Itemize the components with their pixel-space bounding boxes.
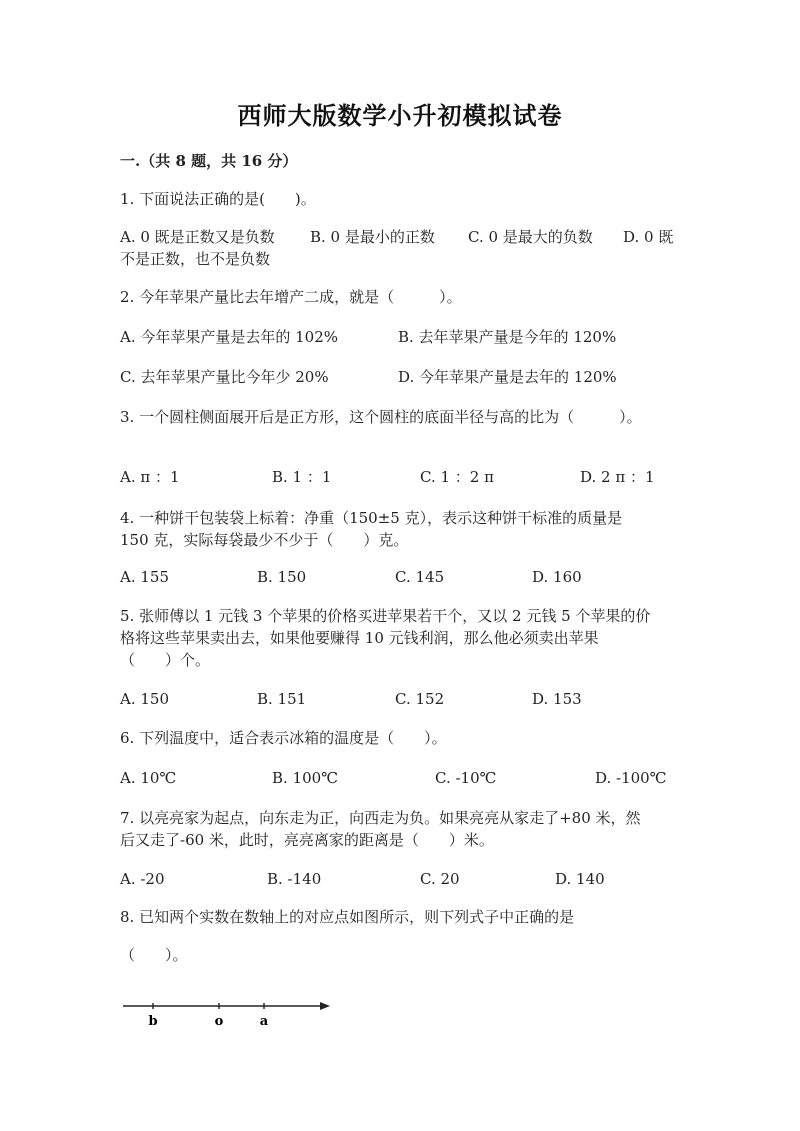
question-2-option-d: D. 今年苹果产量是去年的 120% bbox=[398, 368, 617, 386]
question-2-text: 2. 今年苹果产量比去年增产二成，就是（ ）。 bbox=[120, 288, 462, 306]
question-6-option-a: A. 10℃ bbox=[120, 769, 177, 787]
question-3-option-a: A. π ：1 bbox=[120, 468, 180, 486]
question-7-text-line-2: 后又走了-60 米，此时，亮亮离家的距离是（ ）米。 bbox=[120, 831, 494, 849]
question-4-option-d: D. 160 bbox=[532, 568, 582, 586]
question-1-text: 1. 下面说法正确的是( )。 bbox=[120, 190, 316, 208]
point-label-a: a bbox=[259, 1014, 269, 1029]
question-5-text-line-2: 格将这些苹果卖出去，如果他要赚得 10 元钱利润，那么他必须卖出苹果 bbox=[120, 629, 599, 647]
question-6-text: 6. 下列温度中，适合表示冰箱的温度是（ ）。 bbox=[120, 729, 447, 747]
question-4-option-a: A. 155 bbox=[120, 568, 169, 586]
question-4-option-b: B. 150 bbox=[257, 568, 307, 586]
question-4-text-line-1: 4. 一种饼干包装袋上标着：净重（150±5 克），表示这种饼干标准的质量是 bbox=[120, 509, 623, 527]
number-line-arrow bbox=[320, 1002, 330, 1010]
question-1-option-b: B. 0 是最小的正数 bbox=[310, 228, 435, 246]
question-1-option-d: D. 0 既 bbox=[623, 228, 674, 246]
question-7-option-a: A. -20 bbox=[120, 870, 165, 888]
question-2-option-b: B. 去年苹果产量是今年的 120% bbox=[398, 328, 617, 346]
question-8-text-line-1: 8. 已知两个实数在数轴上的对应点如图所示，则下列式子中正确的是 bbox=[120, 908, 575, 926]
question-4-option-c: C. 145 bbox=[395, 568, 445, 586]
question-5-option-c: C. 152 bbox=[395, 690, 445, 708]
question-2-option-c: C. 去年苹果产量比今年少 20% bbox=[120, 368, 329, 386]
point-label-o: o bbox=[214, 1014, 224, 1029]
question-6-option-c: C. -10℃ bbox=[435, 769, 497, 787]
question-3-option-c: C. 1 ：2 π bbox=[420, 468, 494, 486]
question-5-option-a: A. 150 bbox=[120, 690, 169, 708]
question-3-option-b: B. 1 ：1 bbox=[272, 468, 332, 486]
question-5-text-line-1: 5. 张师傅以 1 元钱 3 个苹果的价格买进苹果若干个，又以 2 元钱 5 个苹果的价 bbox=[120, 607, 651, 625]
point-label-b: b bbox=[148, 1014, 158, 1029]
question-4-text-line-2: 150 克，实际每袋最少不少于（ ）克。 bbox=[120, 531, 409, 549]
question-8-text-line-2: （ ）。 bbox=[120, 946, 188, 964]
question-3-option-d: D. 2 π ：1 bbox=[580, 468, 655, 486]
question-5-option-d: D. 153 bbox=[532, 690, 582, 708]
question-6-option-d: D. -100℃ bbox=[595, 769, 667, 787]
section-heading: 一.（共 8 题，共 16 分） bbox=[120, 152, 298, 170]
question-7-option-b: B. -140 bbox=[267, 870, 322, 888]
question-7-option-c: C. 20 bbox=[420, 870, 460, 888]
question-7-text-line-1: 7. 以亮亮家为起点，向东走为正，向西走为负。如果亮亮从家走了+80 米，然 bbox=[120, 809, 641, 827]
question-5-text-line-3: （ ）个。 bbox=[120, 651, 211, 669]
question-1-option-d-cont: 不是正数，也不是负数 bbox=[120, 250, 271, 268]
question-6-option-b: B. 100℃ bbox=[272, 769, 338, 787]
question-2-option-a: A. 今年苹果产量是去年的 102% bbox=[120, 328, 339, 346]
page-title: 西师大版数学小升初模拟试卷 bbox=[237, 101, 563, 130]
question-7-option-d: D. 140 bbox=[555, 870, 605, 888]
question-3-text: 3. 一个圆柱侧面展开后是正方形，这个圆柱的底面半径与高的比为（ ）。 bbox=[120, 408, 642, 426]
question-1-option-c: C. 0 是最大的负数 bbox=[468, 228, 593, 246]
question-1-option-a: A. 0 既是正数又是负数 bbox=[120, 228, 275, 246]
question-5-option-b: B. 151 bbox=[257, 690, 307, 708]
